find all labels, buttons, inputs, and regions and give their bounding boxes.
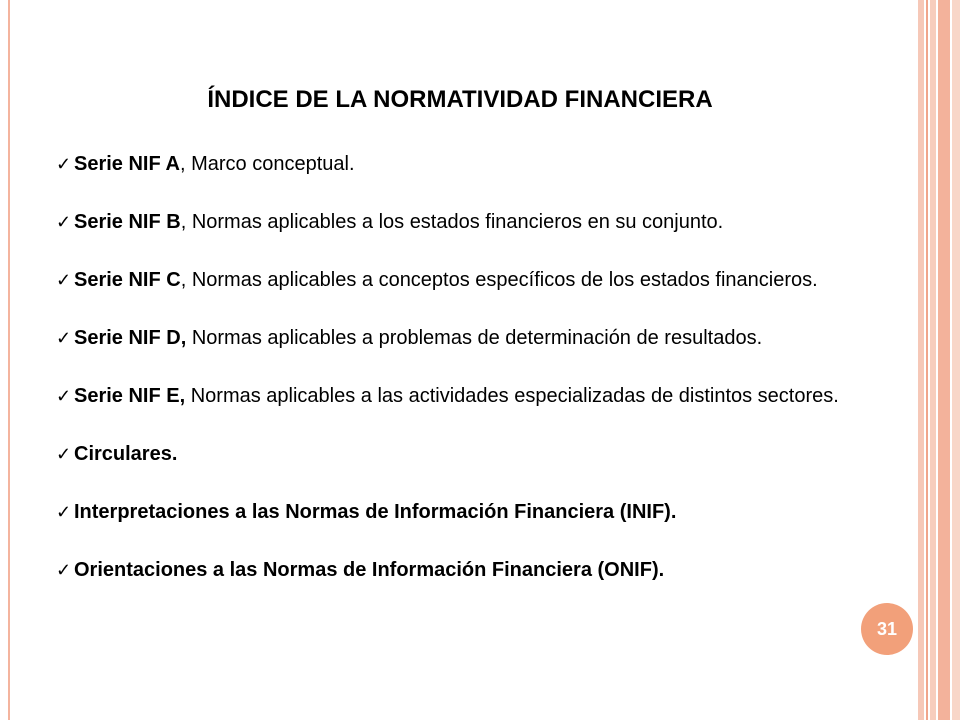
spacer	[56, 294, 864, 324]
item-description: Normas aplicables a las actividades especializadas de distintos sectores.	[185, 385, 839, 407]
item-label: Orientaciones a las Normas de Información Financiera (ONIF).	[74, 559, 665, 581]
item-label: Serie NIF D,	[74, 327, 187, 349]
item-description: , Marco conceptual.	[179, 153, 355, 175]
slide-title: ÍNDICE DE LA NORMATIVIDAD FINANCIERA	[207, 86, 713, 113]
item-label: Serie NIF C	[74, 269, 181, 291]
item-description: , Normas aplicables a los estados financieros en su conjunto.	[180, 211, 724, 233]
list-item	[56, 208, 864, 236]
item-label: Interpretaciones a las Normas de Información Financiera (INIF).	[74, 501, 677, 523]
list-item	[56, 150, 864, 178]
decorative-stripe	[930, 0, 936, 720]
item-label: Serie NIF B	[74, 211, 181, 233]
item-label: Serie NIF A	[74, 153, 180, 175]
spacer	[56, 468, 864, 498]
checkmark-icon: ✓	[56, 154, 72, 174]
item-description: , Normas aplicables a conceptos específicos de los estados financieros.	[180, 269, 818, 291]
list-item	[56, 266, 864, 294]
checkmark-icon: ✓	[56, 502, 72, 522]
spacer	[56, 236, 864, 266]
spacer	[56, 352, 864, 382]
spacer	[56, 178, 864, 208]
decorative-stripe	[918, 0, 924, 720]
nif-series-list	[56, 150, 864, 584]
checkmark-icon: ✓	[56, 328, 72, 348]
page-number-badge	[861, 603, 913, 655]
list-item	[56, 440, 864, 468]
list-item	[56, 324, 864, 352]
checkmark-icon: ✓	[56, 560, 72, 580]
decorative-stripe	[938, 0, 950, 720]
checkmark-icon: ✓	[56, 444, 72, 464]
item-label: Serie NIF E,	[74, 385, 186, 407]
decorative-stripe	[926, 0, 928, 720]
checkmark-icon: ✓	[56, 212, 72, 232]
spacer	[56, 410, 864, 440]
checkmark-icon: ✓	[56, 386, 72, 406]
item-description: Normas aplicables a problemas de determinación de resultados.	[186, 327, 763, 349]
page-number: 31	[876, 618, 898, 639]
list-item	[56, 498, 864, 526]
item-label: Circulares.	[74, 443, 178, 465]
decorative-stripe	[952, 0, 960, 720]
spacer	[56, 526, 864, 556]
checkmark-icon: ✓	[56, 270, 72, 290]
list-item	[56, 382, 864, 410]
list-item	[56, 556, 864, 584]
left-border-line	[8, 0, 10, 720]
